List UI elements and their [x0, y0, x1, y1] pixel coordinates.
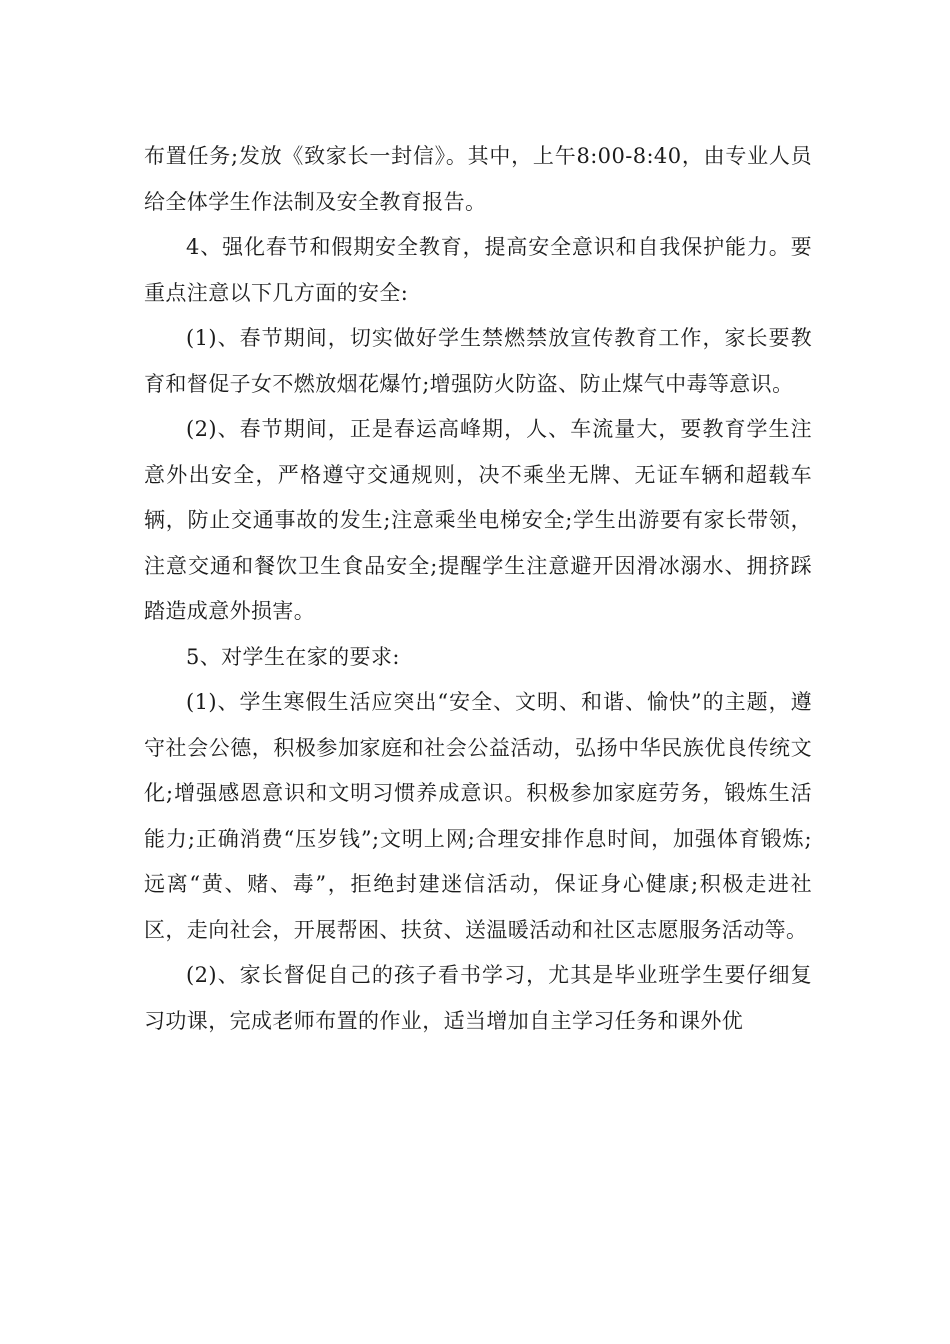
paragraph-item-4-2-traffic: (2)、春节期间，正是春运高峰期，人、车流量大，要教育学生注意外出安全，严格遵守交通规则，决不乘坐无牌、无证车辆和超载车辆，防止交通事故的发生;注意乘坐电梯安全;学生出游要有家长带领，注意交通和餐饮卫生食品安全;提醒学生注意避开因滑冰溺水、拥挤踩踏造成意外损害。	[144, 417, 812, 623]
document-body	[144, 134, 812, 1044]
paragraph-continued-assignments: 布置任务;发放《致家长一封信》。其中，上午8:00-8:40，由专业人员给全体学生作法制及安全教育报告。	[144, 144, 812, 214]
paragraph-item-5-1-winter-life: (1)、学生寒假生活应突出“安全、文明、和谐、愉快”的主题，遵守社会公德，积极参加家庭和社会公益活动，弘扬中华民族优良传统文化;增强感恩意识和文明习惯养成意识。积极参加家庭劳务，锻炼生活能力;正确消费“压岁钱”;文明上网;合理安排作息时间，加强体育锻炼;远离“黄、赌、毒”，拒绝封建迷信活动，保证身心健康;积极走进社区，走向社会，开展帮困、扶贫、送温暖活动和社区志愿服务活动等。	[144, 690, 812, 942]
paragraph-item-5-2-study: (2)、家长督促自己的孩子看书学习，尤其是毕业班学生要仔细复习功课，完成老师布置的作业，适当增加自主学习任务和课外优	[144, 963, 812, 1033]
paragraph-item-4-1-fireworks: (1)、春节期间，切实做好学生禁燃禁放宣传教育工作，家长要教育和督促子女不燃放烟花爆竹;增强防火防盗、防止煤气中毒等意识。	[144, 326, 812, 396]
paragraph-item-4-safety-education: 4、强化春节和假期安全教育，提高安全意识和自我保护能力。要重点注意以下几方面的安全:	[144, 235, 812, 305]
paragraph-item-5-home-requirements: 5、对学生在家的要求:	[186, 644, 400, 669]
